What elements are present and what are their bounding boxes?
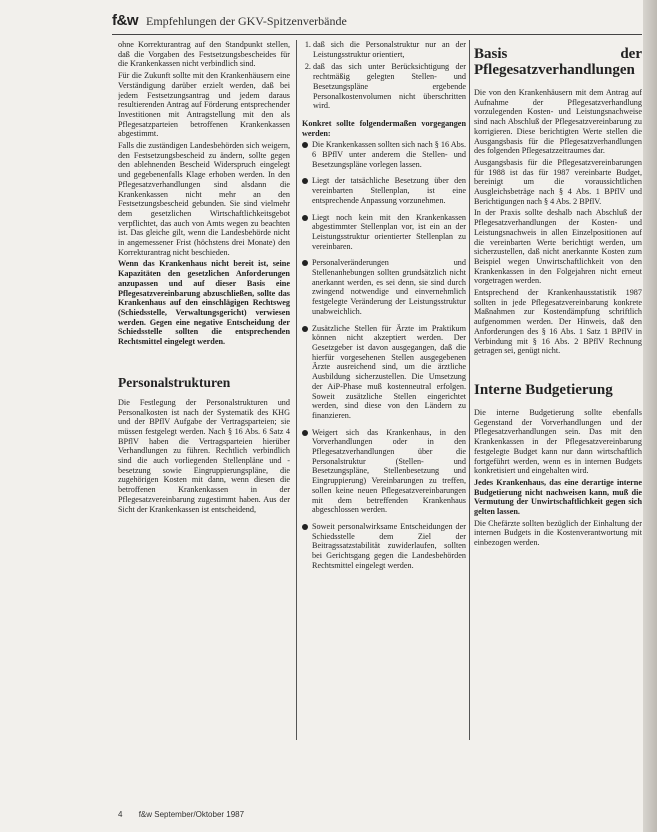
- column-middle: [302, 40, 466, 730]
- bullet-item: Liegt der tatsächliche Besetzung über den vereinbarten Stellenplan, ist eine entsprechende Anpassung vorzunehmen.: [302, 176, 466, 205]
- page-footer: [118, 810, 244, 819]
- column-left: [118, 40, 290, 730]
- paragraph: Ausgangsbasis für die Pflegesatzvereinbarungen für 1988 ist das für 1987 vereinbarte Budget, bereinigt um die voraussichtlichen Ausgleichsbeträge nach § 4 Abs. 1 BPflV und Berichtigungen nach § 4 Abs. 2 BPflV.: [474, 157, 642, 206]
- column-right: [474, 40, 642, 730]
- bullet-list: [302, 140, 466, 570]
- page-edge-shadow: [643, 0, 657, 832]
- paragraph: Die interne Budgetierung sollte ebenfalls Gegenstand der Vorverhandlungen und der Pflegesatzverhandlungen sein. Das mit den Krankenkassen in der Pflegesatzvereinbarung festgelegte Budget kann nur dann wirtschaftlich fortgeführt werden, wenn es in internen Budgets konkretisiert und eingehalten wird.: [474, 407, 642, 476]
- running-title: Empfehlungen der GKV-Spitzenverbände: [146, 14, 347, 28]
- paragraph: ohne Korrekturantrag auf den Standpunkt stellen, daß die Vorgaben des Festsetzungsbescheides für die Krankenkassen nicht verbindlich sind.: [118, 40, 290, 69]
- bullet-item: Die Krankenkassen sollten sich nach § 16 Abs. 6 BPflV unter anderem die Stellen- und Besetzungspläne vorlegen lassen.: [302, 140, 466, 169]
- journal-logo: f&w: [112, 12, 138, 29]
- section-heading: Personalstrukturen: [118, 374, 231, 390]
- page-header: [112, 12, 642, 35]
- page-number: 4: [118, 810, 123, 819]
- paragraph: Die von den Krankenhäusern mit dem Antrag auf Aufnahme der Pflegesatzverhandlung vorzulegenden Kosten- und Leistungsnachweise sind nach Abschluß der Pflegesatzvereinbarung zu korrigieren. Diese berichtigten Werte stellen die Ausgangsbasis für die Pflegesatzverhandlungen des folgenden Pflegesatzzeitraumes dar.: [474, 88, 642, 156]
- numbered-list: [302, 40, 466, 111]
- paragraph: In der Praxis sollte deshalb nach Abschluß der Pflegesatzverhandlungen der Kosten- und Leistungsnachweis in allen Einzelpositionen auf die vereinbarten Werte berichtigt werden, um sicherzustellen, daß nicht anerkannte Kosten zum Beispiel wegen Unwirtschaftlichkeit von den Krankenkassen in den Folgejahren nicht erneut vorgetragen werden.: [474, 208, 642, 286]
- list-item: 1. daß sich die Personalstruktur nur an der Leistungsstruktur orientiert,: [313, 40, 466, 59]
- bold-paragraph: Jedes Krankenhaus, das eine derartige interne Budgetierung nicht nachweisen kann, muß die Vermutung der Unwirtschaftlichkeit gegen sich gelten lassen.: [474, 477, 642, 517]
- column-divider: [296, 40, 297, 740]
- paragraph: Die Chefärzte sollten bezüglich der Einhaltung der internen Budgets in die Kostenverantwortung mit einbezogen werden.: [474, 518, 642, 548]
- paragraph: Falls die zuständigen Landesbehörden sich weigern, den Festsetzungsbescheid zu ändern, sollte gegen den ablehnenden Bescheid Widerspruch eingelegt und gegebenenfalls Klage erhoben werden. In den Pflegesatzverhandlungen sind alsdann die Krankenkassen nicht mehr an den Festsetzungsbescheid gebunden. Sie sind vielmehr dem gesetzlichen Wirtschaftlichkeitsgebot verpflichtet, das auch von Amts wegen zu beachten ist. Das gleiche gilt, wenn die Landesbehörde nicht in angemessener Frist (höchstens drei Monate) den Korrekturantrag nicht beschieden.: [118, 141, 290, 257]
- paragraph: Für die Zukunft sollte mit den Krankenhäusern eine Verständigung darüber erzielt werden, daß bei jedem Festsetzungsantrag und jedem daraus resultierenden Antrag auf Förderung entsprechender Investitionen mit Antragstellung mit den als Pflegesatzparteien betroffenen Krankenkassen abgestimmt.: [118, 71, 290, 139]
- bullet-item: Personalveränderungen und Stellenanhebungen sollten grundsätzlich nicht anerkannt werden, es sei denn, sie sind durch zwingend notwendige und einvernehmlich festgelegte Veränderung der Leistungsstruktur unabweichlich.: [302, 258, 466, 316]
- list-item: 2. daß das sich unter Berücksichtigung der rechtmäßig gelegten Stellen- und Besetzungspläne ergebende Personalkostenvolumen nicht überschritten wird.: [313, 62, 466, 111]
- subheading: Konkret sollte folgendermaßen vorgegangen werden:: [302, 118, 466, 138]
- paragraph: Die Festlegung der Personalstrukturen und Personalkosten ist nach der Systematik des KHG und der BPflV Aufgabe der Vertragsparteien; sie müssen festgelegt werden. Nach § 16 Abs. 6 Satz 4 BPflV haben die Vertragsparteien hierüber Verhandlungen zu führen. Rechtlich verbindlich sind die auch vorliegenden Stellenpläne und -besetzung sowie Eingruppierungspläne, die zugehörigen Kosten mit dann, wenn diesen die betroffenen Krankenkassen in der Pflegesatzvereinbarung zugestimmt haben. Aus der Sicht der Krankenkassen ist entscheidend,: [118, 397, 290, 514]
- bullet-item: Weigert sich das Krankenhaus, in den Vorverhandlungen oder in den Pflegesatzverhandlungen über die Personalstruktur (Stellen- und Besetzungspläne, Stellenbesetzung und Eingruppierung) Vereinbarungen zu treffen, sollen keine neuen Pflegesatzvereinbarungen mit dem betreffenden Krankenhaus abgeschlossen werden.: [302, 428, 466, 515]
- bullet-item: Soweit personalwirksame Entscheidungen der Schiedsstelle dem Ziel der Beitragssatzstabilität zuwiderlaufen, sollten bei Gerichtsgang gegen die Landesbehörden Rechtsmittel eingelegt werden.: [302, 522, 466, 571]
- section-heading: Basis der Pflegesatzverhandlungen: [474, 46, 642, 78]
- column-divider: [469, 40, 470, 740]
- bullet-item: Zusätzliche Stellen für Ärzte im Praktikum können nicht akzeptiert werden. Der Gesetzgeber ist davon ausgegangen, daß die hierfür vorgesehenen Stellen ausgegebenen Ärzte ausreichend sind, um die ärztliche Ausbildung sicherzustellen. Die Umsetzung der AiP-Phase muß kostenneutral erfolgen. Soweit zusätzliche Stellen eingerichtet werden, sind diese von den Ländern zu finanzieren.: [302, 324, 466, 421]
- section-heading: Interne Budgetierung: [474, 381, 613, 398]
- paragraph: Entsprechend der Krankenhausstatistik 1987 sollten in jede Pflegesatzvereinbarung konkrete Maßnahmen zur Kostendämpfung schriftlich aufgenommen werden. Der Hinweis, daß den Anforderungen des § 16 Abs. 1 Satz 1 BPflV in Verbindung mit § 16 Abs. 2 BPflV Rechnung getragen sei, genügt nicht.: [474, 288, 642, 356]
- issue-info: f&w September/Oktober 1987: [138, 810, 245, 819]
- bullet-item: Liegt noch kein mit den Krankenkassen abgestimmter Stellenplan vor, ist ein an der Leistungsstruktur orientierter Stellenplan zu vereinbaren.: [302, 213, 466, 252]
- bold-paragraph: Wenn das Krankenhaus nicht bereit ist, seine Kapazitäten den gesetzlichen Anforderungen anzupassen und auf dieser Basis eine Pflegesatzvereinbarung abzuschließen, sollte das Krankenhaus auf den einschlägigen Rechtsweg (Schiedsstelle, Verwaltungsgericht) verwiesen werden. Gegen eine negative Entscheidung der Schiedsstelle sollten die entsprechenden Rechtsmittel eingelegt werden.: [118, 259, 290, 347]
